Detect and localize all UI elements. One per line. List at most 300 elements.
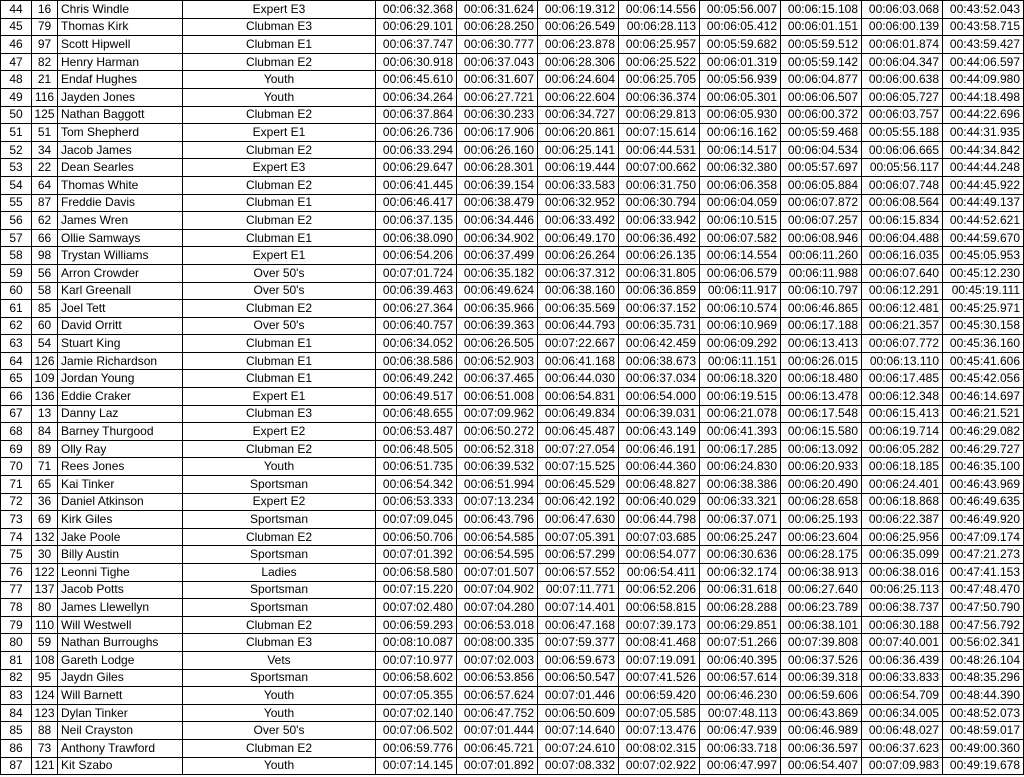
lap-time-cell: 00:06:14.517 bbox=[700, 141, 781, 159]
lap-time-cell: 00:07:01.392 bbox=[376, 546, 457, 564]
lap-time-cell: 00:06:30.636 bbox=[700, 546, 781, 564]
rider-name-cell: Chris Windle bbox=[58, 1, 183, 19]
rider-name-cell: Will Westwell bbox=[58, 616, 183, 634]
class-cell: Clubman E2 bbox=[183, 616, 376, 634]
lap-time-cell: 00:06:26.505 bbox=[457, 335, 538, 353]
lap-time-cell: 00:06:25.705 bbox=[619, 71, 700, 89]
lap-time-cell: 00:08:02.315 bbox=[619, 739, 700, 757]
lap-time-cell: 00:06:51.008 bbox=[457, 388, 538, 406]
lap-time-cell: 00:06:41.445 bbox=[376, 176, 457, 194]
lap-time-cell: 00:06:29.647 bbox=[376, 159, 457, 177]
position-cell: 45 bbox=[1, 18, 32, 36]
lap-time-cell: 00:06:37.623 bbox=[862, 739, 943, 757]
class-cell: Clubman E3 bbox=[183, 634, 376, 652]
lap-time-cell: 00:07:01.446 bbox=[538, 687, 619, 705]
results-rows bbox=[1, 1, 1024, 775]
lap-time-cell: 00:06:15.108 bbox=[781, 1, 862, 19]
lap-time-cell: 00:06:30.188 bbox=[862, 616, 943, 634]
lap-time-cell: 00:06:05.412 bbox=[700, 18, 781, 36]
lap-time-cell: 00:06:57.299 bbox=[538, 546, 619, 564]
total-time-cell: 00:44:45.922 bbox=[943, 176, 1024, 194]
position-cell: 65 bbox=[1, 370, 32, 388]
lap-time-cell: 00:06:28.288 bbox=[700, 599, 781, 617]
lap-time-cell: 00:06:04.534 bbox=[781, 141, 862, 159]
rider-number-cell: 22 bbox=[32, 159, 58, 177]
class-cell: Over 50's bbox=[183, 264, 376, 282]
total-time-cell: 00:48:44.390 bbox=[943, 687, 1024, 705]
lap-time-cell: 00:06:54.206 bbox=[376, 247, 457, 265]
table-row bbox=[1, 599, 1024, 617]
lap-time-cell: 00:06:34.052 bbox=[376, 335, 457, 353]
rider-name-cell: Joel Tett bbox=[58, 300, 183, 318]
position-cell: 73 bbox=[1, 511, 32, 529]
lap-time-cell: 00:06:51.994 bbox=[457, 476, 538, 494]
position-cell: 75 bbox=[1, 546, 32, 564]
lap-time-cell: 00:07:01.724 bbox=[376, 264, 457, 282]
lap-time-cell: 00:06:33.833 bbox=[862, 669, 943, 687]
lap-time-cell: 00:06:25.522 bbox=[619, 53, 700, 71]
position-cell: 70 bbox=[1, 458, 32, 476]
total-time-cell: 00:44:52.621 bbox=[943, 212, 1024, 230]
table-row bbox=[1, 352, 1024, 370]
lap-time-cell: 00:06:06.507 bbox=[781, 88, 862, 106]
total-time-cell: 00:45:12.230 bbox=[943, 264, 1024, 282]
total-time-cell: 00:45:42.056 bbox=[943, 370, 1024, 388]
class-cell: Youth bbox=[183, 757, 376, 775]
lap-time-cell: 00:06:38.479 bbox=[457, 194, 538, 212]
position-cell: 82 bbox=[1, 669, 32, 687]
lap-time-cell: 00:06:05.282 bbox=[862, 440, 943, 458]
lap-time-cell: 00:06:37.499 bbox=[457, 247, 538, 265]
lap-time-cell: 00:06:26.015 bbox=[781, 352, 862, 370]
total-time-cell: 00:49:00.360 bbox=[943, 739, 1024, 757]
total-time-cell: 00:44:18.498 bbox=[943, 88, 1024, 106]
lap-time-cell: 00:06:57.614 bbox=[700, 669, 781, 687]
lap-time-cell: 00:06:41.393 bbox=[700, 423, 781, 441]
lap-time-cell: 00:07:02.922 bbox=[619, 757, 700, 775]
lap-time-cell: 00:06:14.554 bbox=[700, 247, 781, 265]
class-cell: Expert E1 bbox=[183, 388, 376, 406]
lap-time-cell: 00:06:37.034 bbox=[619, 370, 700, 388]
lap-time-cell: 00:06:37.152 bbox=[619, 300, 700, 318]
lap-time-cell: 00:06:36.492 bbox=[619, 229, 700, 247]
rider-name-cell: Thomas Kirk bbox=[58, 18, 183, 36]
total-time-cell: 00:44:09.980 bbox=[943, 71, 1024, 89]
lap-time-cell: 00:07:14.145 bbox=[376, 757, 457, 775]
lap-time-cell: 00:06:48.827 bbox=[619, 476, 700, 494]
lap-time-cell: 00:06:45.721 bbox=[457, 739, 538, 757]
lap-time-cell: 00:06:13.110 bbox=[862, 352, 943, 370]
lap-time-cell: 00:06:31.750 bbox=[619, 176, 700, 194]
rider-number-cell: 84 bbox=[32, 423, 58, 441]
table-row bbox=[1, 370, 1024, 388]
lap-time-cell: 00:06:18.185 bbox=[862, 458, 943, 476]
rider-name-cell: Gareth Lodge bbox=[58, 651, 183, 669]
lap-time-cell: 00:06:15.834 bbox=[862, 212, 943, 230]
lap-time-cell: 00:06:33.321 bbox=[700, 493, 781, 511]
lap-time-cell: 00:07:08.332 bbox=[538, 757, 619, 775]
lap-time-cell: 00:06:29.813 bbox=[619, 106, 700, 124]
lap-time-cell: 00:07:41.526 bbox=[619, 669, 700, 687]
lap-time-cell: 00:06:49.834 bbox=[538, 405, 619, 423]
table-row bbox=[1, 687, 1024, 705]
position-cell: 51 bbox=[1, 124, 32, 142]
lap-time-cell: 00:06:35.569 bbox=[538, 300, 619, 318]
table-row bbox=[1, 53, 1024, 71]
lap-time-cell: 00:06:37.747 bbox=[376, 36, 457, 54]
class-cell: Clubman E2 bbox=[183, 106, 376, 124]
lap-time-cell: 00:06:28.658 bbox=[781, 493, 862, 511]
lap-time-cell: 00:06:54.595 bbox=[457, 546, 538, 564]
lap-time-cell: 00:06:44.793 bbox=[538, 317, 619, 335]
table-row bbox=[1, 440, 1024, 458]
total-time-cell: 00:48:26.104 bbox=[943, 651, 1024, 669]
lap-time-cell: 00:06:24.604 bbox=[538, 71, 619, 89]
rider-number-cell: 85 bbox=[32, 300, 58, 318]
class-cell: Youth bbox=[183, 71, 376, 89]
table-row bbox=[1, 88, 1024, 106]
lap-time-cell: 00:06:54.709 bbox=[862, 687, 943, 705]
table-row bbox=[1, 528, 1024, 546]
lap-time-cell: 00:06:10.969 bbox=[700, 317, 781, 335]
rider-name-cell: Jacob James bbox=[58, 141, 183, 159]
lap-time-cell: 00:06:37.465 bbox=[457, 370, 538, 388]
lap-time-cell: 00:06:00.638 bbox=[862, 71, 943, 89]
lap-time-cell: 00:06:52.206 bbox=[619, 581, 700, 599]
lap-time-cell: 00:06:12.348 bbox=[862, 388, 943, 406]
rider-name-cell: Jaydn Giles bbox=[58, 669, 183, 687]
lap-time-cell: 00:06:01.874 bbox=[862, 36, 943, 54]
lap-time-cell: 00:06:29.101 bbox=[376, 18, 457, 36]
rider-number-cell: 108 bbox=[32, 651, 58, 669]
rider-name-cell: Leonni Tighe bbox=[58, 564, 183, 582]
class-cell: Expert E2 bbox=[183, 493, 376, 511]
position-cell: 59 bbox=[1, 264, 32, 282]
lap-time-cell: 00:06:22.387 bbox=[862, 511, 943, 529]
lap-time-cell: 00:06:09.292 bbox=[700, 335, 781, 353]
class-cell: Clubman E2 bbox=[183, 440, 376, 458]
position-cell: 52 bbox=[1, 141, 32, 159]
total-time-cell: 00:47:41.153 bbox=[943, 564, 1024, 582]
rider-number-cell: 51 bbox=[32, 124, 58, 142]
table-row bbox=[1, 405, 1024, 423]
rider-name-cell: Scott Hipwell bbox=[58, 36, 183, 54]
lap-time-cell: 00:08:10.087 bbox=[376, 634, 457, 652]
rider-name-cell: Kit Szabo bbox=[58, 757, 183, 775]
total-time-cell: 00:46:35.100 bbox=[943, 458, 1024, 476]
lap-time-cell: 00:06:26.549 bbox=[538, 18, 619, 36]
total-time-cell: 00:46:49.920 bbox=[943, 511, 1024, 529]
total-time-cell: 00:47:48.470 bbox=[943, 581, 1024, 599]
lap-time-cell: 00:06:44.798 bbox=[619, 511, 700, 529]
lap-time-cell: 00:06:33.492 bbox=[538, 212, 619, 230]
lap-time-cell: 00:07:59.377 bbox=[538, 634, 619, 652]
lap-time-cell: 00:06:33.942 bbox=[619, 212, 700, 230]
rider-name-cell: Jacob Potts bbox=[58, 581, 183, 599]
lap-time-cell: 00:06:08.946 bbox=[781, 229, 862, 247]
class-cell: Expert E3 bbox=[183, 1, 376, 19]
rider-number-cell: 97 bbox=[32, 36, 58, 54]
position-cell: 72 bbox=[1, 493, 32, 511]
lap-time-cell: 00:07:02.003 bbox=[457, 651, 538, 669]
lap-time-cell: 00:06:41.168 bbox=[538, 352, 619, 370]
position-cell: 83 bbox=[1, 687, 32, 705]
class-cell: Clubman E2 bbox=[183, 528, 376, 546]
table-row bbox=[1, 722, 1024, 740]
position-cell: 69 bbox=[1, 440, 32, 458]
rider-number-cell: 66 bbox=[32, 229, 58, 247]
rider-name-cell: Freddie Davis bbox=[58, 194, 183, 212]
position-cell: 85 bbox=[1, 722, 32, 740]
lap-time-cell: 00:05:59.142 bbox=[781, 53, 862, 71]
class-cell: Over 50's bbox=[183, 317, 376, 335]
total-time-cell: 00:46:43.969 bbox=[943, 476, 1024, 494]
lap-time-cell: 00:06:25.113 bbox=[862, 581, 943, 599]
rider-number-cell: 60 bbox=[32, 317, 58, 335]
total-time-cell: 00:46:49.635 bbox=[943, 493, 1024, 511]
rider-number-cell: 116 bbox=[32, 88, 58, 106]
lap-time-cell: 00:06:07.748 bbox=[862, 176, 943, 194]
table-row bbox=[1, 282, 1024, 300]
class-cell: Expert E3 bbox=[183, 159, 376, 177]
lap-time-cell: 00:06:05.727 bbox=[862, 88, 943, 106]
rider-name-cell: Karl Greenall bbox=[58, 282, 183, 300]
table-row bbox=[1, 757, 1024, 775]
lap-time-cell: 00:06:38.673 bbox=[619, 352, 700, 370]
lap-time-cell: 00:06:31.805 bbox=[619, 264, 700, 282]
lap-time-cell: 00:05:57.697 bbox=[781, 159, 862, 177]
lap-time-cell: 00:07:13.476 bbox=[619, 722, 700, 740]
lap-time-cell: 00:06:31.607 bbox=[457, 71, 538, 89]
position-cell: 56 bbox=[1, 212, 32, 230]
total-time-cell: 00:48:52.073 bbox=[943, 704, 1024, 722]
lap-time-cell: 00:06:25.957 bbox=[619, 36, 700, 54]
table-row bbox=[1, 71, 1024, 89]
class-cell: Clubman E2 bbox=[183, 300, 376, 318]
total-time-cell: 00:45:25.971 bbox=[943, 300, 1024, 318]
class-cell: Expert E1 bbox=[183, 124, 376, 142]
lap-time-cell: 00:06:06.665 bbox=[862, 141, 943, 159]
lap-time-cell: 00:07:04.902 bbox=[457, 581, 538, 599]
lap-time-cell: 00:06:40.757 bbox=[376, 317, 457, 335]
lap-time-cell: 00:06:38.160 bbox=[538, 282, 619, 300]
lap-time-cell: 00:06:46.230 bbox=[700, 687, 781, 705]
lap-time-cell: 00:06:25.193 bbox=[781, 511, 862, 529]
lap-time-cell: 00:06:04.488 bbox=[862, 229, 943, 247]
lap-time-cell: 00:06:36.374 bbox=[619, 88, 700, 106]
position-cell: 78 bbox=[1, 599, 32, 617]
position-cell: 79 bbox=[1, 616, 32, 634]
lap-time-cell: 00:06:28.250 bbox=[457, 18, 538, 36]
position-cell: 60 bbox=[1, 282, 32, 300]
lap-time-cell: 00:06:25.141 bbox=[538, 141, 619, 159]
class-cell: Clubman E1 bbox=[183, 335, 376, 353]
rider-name-cell: Nathan Baggott bbox=[58, 106, 183, 124]
lap-time-cell: 00:06:01.319 bbox=[700, 53, 781, 71]
rider-name-cell: Dean Searles bbox=[58, 159, 183, 177]
class-cell: Youth bbox=[183, 458, 376, 476]
rider-number-cell: 125 bbox=[32, 106, 58, 124]
lap-time-cell: 00:06:00.139 bbox=[862, 18, 943, 36]
position-cell: 44 bbox=[1, 1, 32, 19]
lap-time-cell: 00:06:38.737 bbox=[862, 599, 943, 617]
class-cell: Clubman E2 bbox=[183, 176, 376, 194]
lap-time-cell: 00:06:05.930 bbox=[700, 106, 781, 124]
class-cell: Clubman E1 bbox=[183, 229, 376, 247]
lap-time-cell: 00:07:24.610 bbox=[538, 739, 619, 757]
class-cell: Sportsman bbox=[183, 511, 376, 529]
lap-time-cell: 00:06:28.301 bbox=[457, 159, 538, 177]
lap-time-cell: 00:07:19.091 bbox=[619, 651, 700, 669]
lap-time-cell: 00:05:56.117 bbox=[862, 159, 943, 177]
rider-number-cell: 82 bbox=[32, 53, 58, 71]
table-row bbox=[1, 651, 1024, 669]
lap-time-cell: 00:06:50.272 bbox=[457, 423, 538, 441]
lap-time-cell: 00:07:51.266 bbox=[700, 634, 781, 652]
lap-time-cell: 00:06:11.988 bbox=[781, 264, 862, 282]
lap-time-cell: 00:06:34.446 bbox=[457, 212, 538, 230]
lap-time-cell: 00:06:32.952 bbox=[538, 194, 619, 212]
lap-time-cell: 00:06:17.188 bbox=[781, 317, 862, 335]
lap-time-cell: 00:06:54.077 bbox=[619, 546, 700, 564]
lap-time-cell: 00:06:07.640 bbox=[862, 264, 943, 282]
lap-time-cell: 00:06:46.417 bbox=[376, 194, 457, 212]
rider-name-cell: Daniel Atkinson bbox=[58, 493, 183, 511]
position-cell: 87 bbox=[1, 757, 32, 775]
lap-time-cell: 00:06:17.485 bbox=[862, 370, 943, 388]
lap-time-cell: 00:06:47.939 bbox=[700, 722, 781, 740]
lap-time-cell: 00:08:00.335 bbox=[457, 634, 538, 652]
class-cell: Over 50's bbox=[183, 282, 376, 300]
position-cell: 80 bbox=[1, 634, 32, 652]
rider-number-cell: 137 bbox=[32, 581, 58, 599]
rider-name-cell: Eddie Craker bbox=[58, 388, 183, 406]
total-time-cell: 00:43:58.715 bbox=[943, 18, 1024, 36]
lap-time-cell: 00:06:47.997 bbox=[700, 757, 781, 775]
lap-time-cell: 00:06:35.099 bbox=[862, 546, 943, 564]
table-row bbox=[1, 300, 1024, 318]
table-row bbox=[1, 1, 1024, 19]
rider-name-cell: Jordan Young bbox=[58, 370, 183, 388]
rider-name-cell: Billy Austin bbox=[58, 546, 183, 564]
rider-number-cell: 123 bbox=[32, 704, 58, 722]
rider-number-cell: 54 bbox=[32, 335, 58, 353]
lap-time-cell: 00:06:30.777 bbox=[457, 36, 538, 54]
rider-number-cell: 80 bbox=[32, 599, 58, 617]
lap-time-cell: 00:07:39.808 bbox=[781, 634, 862, 652]
total-time-cell: 00:46:21.521 bbox=[943, 405, 1024, 423]
lap-time-cell: 00:07:02.480 bbox=[376, 599, 457, 617]
table-row bbox=[1, 194, 1024, 212]
lap-time-cell: 00:07:05.355 bbox=[376, 687, 457, 705]
position-cell: 71 bbox=[1, 476, 32, 494]
table-row bbox=[1, 264, 1024, 282]
position-cell: 55 bbox=[1, 194, 32, 212]
position-cell: 61 bbox=[1, 300, 32, 318]
lap-time-cell: 00:06:37.135 bbox=[376, 212, 457, 230]
rider-number-cell: 109 bbox=[32, 370, 58, 388]
lap-time-cell: 00:06:49.242 bbox=[376, 370, 457, 388]
total-time-cell: 00:56:02.341 bbox=[943, 634, 1024, 652]
rider-number-cell: 36 bbox=[32, 493, 58, 511]
lap-time-cell: 00:06:44.360 bbox=[619, 458, 700, 476]
class-cell: Sportsman bbox=[183, 599, 376, 617]
rider-number-cell: 132 bbox=[32, 528, 58, 546]
lap-time-cell: 00:06:39.532 bbox=[457, 458, 538, 476]
lap-time-cell: 00:06:58.602 bbox=[376, 669, 457, 687]
lap-time-cell: 00:07:27.054 bbox=[538, 440, 619, 458]
lap-time-cell: 00:06:00.372 bbox=[781, 106, 862, 124]
lap-time-cell: 00:06:36.597 bbox=[781, 739, 862, 757]
class-cell: Clubman E2 bbox=[183, 739, 376, 757]
rider-number-cell: 56 bbox=[32, 264, 58, 282]
rider-name-cell: Danny Laz bbox=[58, 405, 183, 423]
lap-time-cell: 00:06:53.856 bbox=[457, 669, 538, 687]
lap-time-cell: 00:06:24.830 bbox=[700, 458, 781, 476]
lap-time-cell: 00:05:59.468 bbox=[781, 124, 862, 142]
lap-time-cell: 00:06:08.564 bbox=[862, 194, 943, 212]
table-row bbox=[1, 546, 1024, 564]
lap-time-cell: 00:06:35.966 bbox=[457, 300, 538, 318]
lap-time-cell: 00:06:52.318 bbox=[457, 440, 538, 458]
table-row bbox=[1, 458, 1024, 476]
rider-name-cell: Henry Harman bbox=[58, 53, 183, 71]
rider-number-cell: 110 bbox=[32, 616, 58, 634]
lap-time-cell: 00:06:34.727 bbox=[538, 106, 619, 124]
total-time-cell: 00:45:30.158 bbox=[943, 317, 1024, 335]
class-cell: Clubman E2 bbox=[183, 212, 376, 230]
rider-number-cell: 16 bbox=[32, 1, 58, 19]
lap-time-cell: 00:06:48.655 bbox=[376, 405, 457, 423]
lap-time-cell: 00:06:35.731 bbox=[619, 317, 700, 335]
lap-time-cell: 00:06:01.151 bbox=[781, 18, 862, 36]
lap-time-cell: 00:07:05.391 bbox=[538, 528, 619, 546]
rider-name-cell: Neil Crayston bbox=[58, 722, 183, 740]
lap-time-cell: 00:06:38.090 bbox=[376, 229, 457, 247]
position-cell: 58 bbox=[1, 247, 32, 265]
lap-time-cell: 00:06:58.815 bbox=[619, 599, 700, 617]
lap-time-cell: 00:06:28.113 bbox=[619, 18, 700, 36]
lap-time-cell: 00:06:38.101 bbox=[781, 616, 862, 634]
table-row bbox=[1, 124, 1024, 142]
class-cell: Clubman E1 bbox=[183, 36, 376, 54]
lap-time-cell: 00:06:04.059 bbox=[700, 194, 781, 212]
total-time-cell: 00:48:35.296 bbox=[943, 669, 1024, 687]
lap-time-cell: 00:07:09.962 bbox=[457, 405, 538, 423]
class-cell: Youth bbox=[183, 687, 376, 705]
rider-number-cell: 79 bbox=[32, 18, 58, 36]
class-cell: Expert E2 bbox=[183, 423, 376, 441]
lap-time-cell: 00:06:32.368 bbox=[376, 1, 457, 19]
rider-name-cell: Ollie Samways bbox=[58, 229, 183, 247]
lap-time-cell: 00:06:53.018 bbox=[457, 616, 538, 634]
lap-time-cell: 00:05:59.682 bbox=[700, 36, 781, 54]
lap-time-cell: 00:06:32.174 bbox=[700, 564, 781, 582]
lap-time-cell: 00:06:46.865 bbox=[781, 300, 862, 318]
lap-time-cell: 00:06:06.358 bbox=[700, 176, 781, 194]
lap-time-cell: 00:06:54.585 bbox=[457, 528, 538, 546]
position-cell: 84 bbox=[1, 704, 32, 722]
lap-time-cell: 00:06:47.168 bbox=[538, 616, 619, 634]
lap-time-cell: 00:07:14.401 bbox=[538, 599, 619, 617]
lap-time-cell: 00:06:54.000 bbox=[619, 388, 700, 406]
lap-time-cell: 00:06:34.264 bbox=[376, 88, 457, 106]
lap-time-cell: 00:06:36.439 bbox=[862, 651, 943, 669]
lap-time-cell: 00:06:17.548 bbox=[781, 405, 862, 423]
lap-time-cell: 00:06:53.333 bbox=[376, 493, 457, 511]
rider-number-cell: 59 bbox=[32, 634, 58, 652]
lap-time-cell: 00:06:11.151 bbox=[700, 352, 781, 370]
